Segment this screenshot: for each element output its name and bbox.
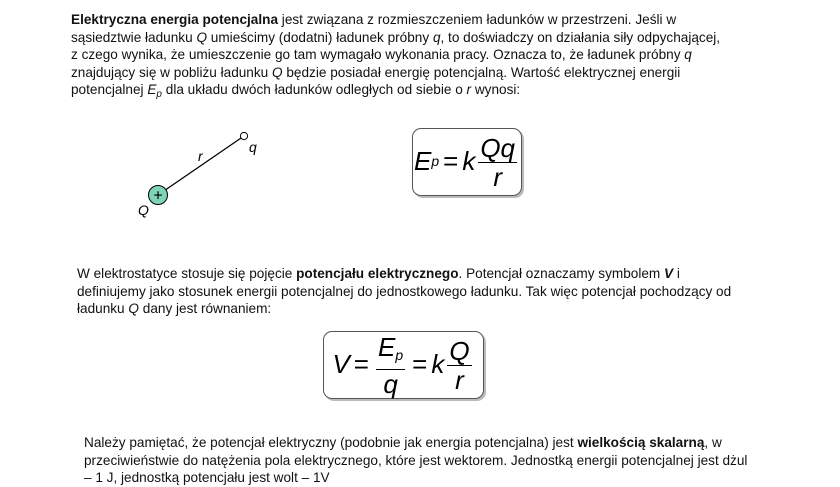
p1-line-4 — [71, 64, 771, 82]
formula1-subscript-p: p — [431, 153, 440, 170]
label-q: q — [249, 139, 257, 155]
formula2-subscript-p: p — [395, 346, 404, 363]
p2-line-1 — [77, 265, 777, 283]
p1-line-3-a: z czego wynika, że umieszczenie go tam wymagało wykonania pracy. Oznacza to, że ładunek próbny — [71, 47, 685, 63]
p1-line-1-text: jest związana z rozmieszczeniem ładunków w przestrzeni. Jeśli w — [278, 12, 677, 27]
formula2-V: V — [332, 349, 350, 380]
p3-line-1-a: Należy pamiętać, że potencjał elektryczny (podobnie jak energia potencjalna) jest — [84, 435, 578, 450]
p1-line-4-a: znajdujący się w pobliżu ładunku — [71, 64, 273, 80]
p1-line-5-b: dla układu dwóch ładunków odległych od siebie o — [161, 82, 467, 98]
symbol-V: V — [664, 266, 674, 281]
symbol-q: q — [432, 29, 441, 45]
symbol-Q: Q — [196, 29, 208, 45]
p2-line-1-b: . Potencjał oznaczamy symbolem — [458, 266, 665, 281]
formula2-numerator-1 — [376, 333, 405, 370]
symbol-r: r — [466, 82, 472, 98]
p1-line-1 — [71, 11, 771, 29]
symbol-q: q — [684, 47, 692, 63]
formula-electric-potential — [323, 331, 484, 399]
formula1-numerator: Qq — [480, 132, 515, 163]
label-Q: Q — [138, 202, 149, 218]
p3-line-1 — [84, 434, 784, 452]
p1-line-2-c: , to doświadczy on działania siły odpychającej, — [440, 29, 721, 45]
formula2-fraction-2 — [447, 337, 471, 394]
p1-line-3 — [71, 46, 771, 64]
p2-line-3-a: ładunku — [77, 301, 129, 317]
p2-line-2: definiujemy jako stosunek energii potencjalnej do jednostkowego ładunku. Tak więc potencjał pochodzący od — [77, 283, 732, 299]
formula2-equals-2: = — [412, 349, 428, 380]
subscript-p: p — [156, 89, 162, 101]
p3-line-2: przeciwieństwie do natężenia pola elektrycznego, które jest wektorem. Jednostką energii potencjalnej jest dżul — [84, 452, 748, 468]
term-electric-potential: potencjału elektrycznego — [296, 266, 459, 281]
paragraph-potential-energy — [71, 11, 771, 104]
p1-line-2-a: sąsiedztwie ładunku — [71, 29, 197, 45]
p3-line-3: – 1 J, jednostką potencjału jest wolt – 1V — [84, 470, 330, 486]
term-potential-energy: Elektryczna energia potencjalna — [71, 12, 279, 27]
charges-diagram — [130, 125, 280, 225]
p2-line-3-b: dany jest równaniem: — [138, 301, 272, 317]
paragraph-electric-potential — [77, 265, 777, 318]
formula2-k: k — [431, 349, 445, 380]
charge-q-circle — [240, 132, 247, 139]
p1-line-5 — [71, 81, 771, 104]
p1-line-5-c: wynosi: — [471, 82, 521, 98]
p1-line-2 — [71, 29, 771, 47]
formula2-fraction-1 — [376, 333, 405, 398]
term-scalar-quantity: wielkością skalarną — [577, 435, 705, 450]
distance-line — [158, 136, 244, 195]
formula1-E: E — [413, 146, 432, 177]
formula2-denominator-1: q — [383, 368, 398, 399]
formula2-E: E — [377, 331, 396, 362]
p1-line-4-b: będzie posiadał energię potencjalną. Wartość elektrycznej energii — [282, 64, 681, 80]
p3-line-1-b: , w — [704, 435, 722, 450]
formula2-equals-1: = — [353, 349, 369, 380]
formula1-equals: = — [443, 146, 459, 177]
plus-sign: + — [153, 187, 163, 205]
formula2-denominator-2: r — [455, 364, 464, 395]
paragraph-scalar-quantity — [84, 434, 784, 487]
formula2-numerator-2: Q — [449, 335, 470, 366]
label-r: r — [198, 148, 203, 164]
p2-line-3 — [77, 300, 777, 318]
formula1-fraction — [478, 134, 517, 191]
p2-line-1-a: W elektrostatyce stosuje się pojęcie — [77, 266, 297, 281]
p2-line-1-c: i — [673, 266, 680, 281]
formula-potential-energy — [412, 128, 522, 196]
symbol-Q: Q — [272, 64, 283, 80]
symbol-Q: Q — [128, 301, 139, 317]
formula1-k: k — [462, 146, 476, 177]
p1-line-2-b: umieścimy (dodatni) ładunek próbny — [207, 29, 433, 45]
formula1-denominator: r — [493, 161, 502, 192]
symbol-E: E — [147, 82, 157, 98]
p1-line-5-a: potencjalnej — [71, 82, 148, 98]
